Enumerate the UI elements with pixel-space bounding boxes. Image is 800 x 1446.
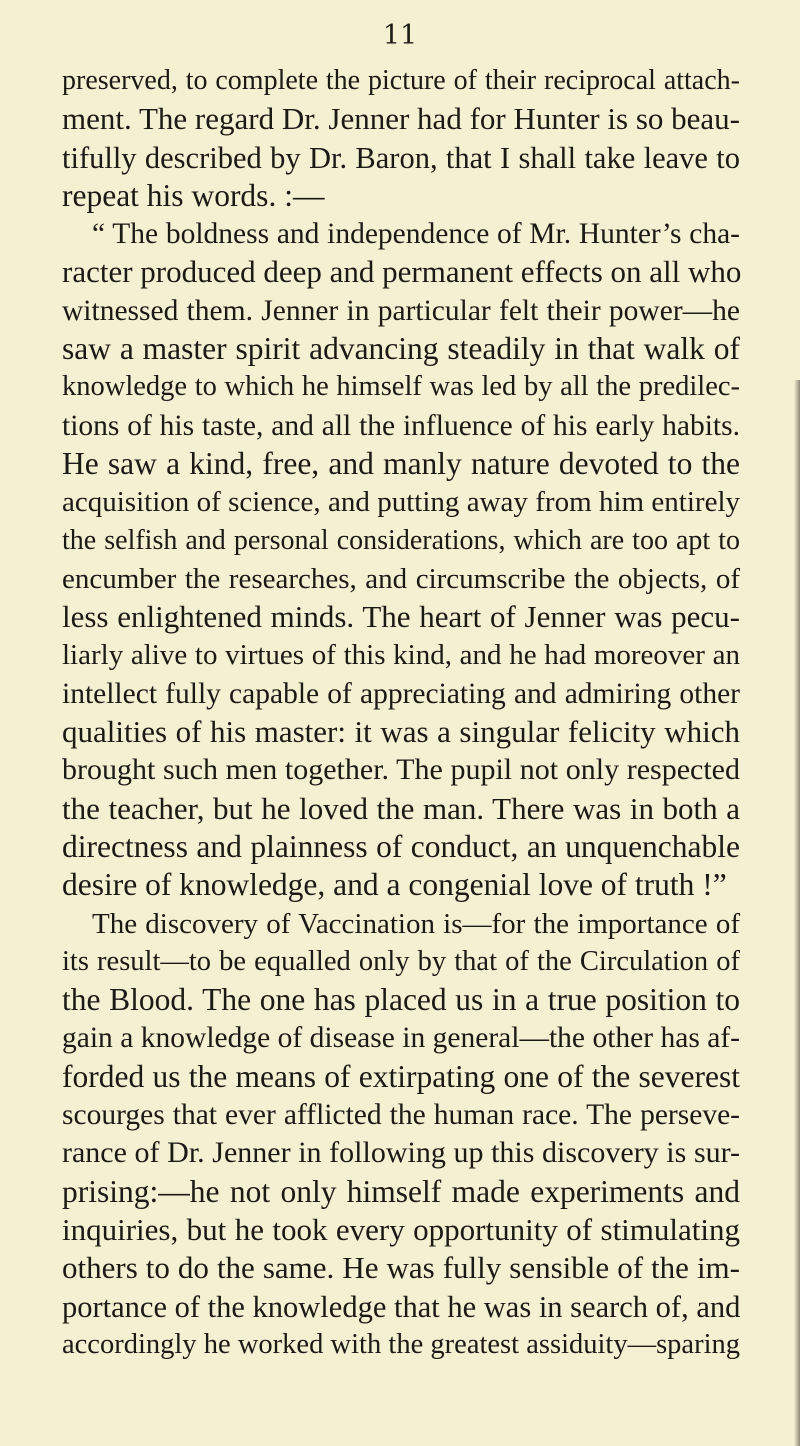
text-line: tifully described by Dr. Baron, that I shall take leave to [62, 140, 740, 175]
text-line: saw a master spirit advancing steadily in that walk of [62, 331, 740, 367]
text-line: accordingly he worked with the greatest assiduity—sparing [62, 1328, 740, 1360]
text-line: rance of Dr. Jenner in following up this discovery is sur- [62, 1136, 740, 1170]
text-line: ment. The regard Dr. Jenner had for Hunter is so beau- [62, 101, 740, 137]
text-line: “ The boldness and independence of Mr. Hunter’s cha- [92, 218, 740, 251]
page-number: 11 [382, 20, 418, 51]
text-line: He saw a kind, free, and manly nature devoted to the [62, 445, 740, 481]
text-line: The discovery of Vaccination is—for the importance of [92, 907, 740, 940]
text-line: witnessed them. Jenner in particular felt their power—he [62, 294, 740, 327]
text-line: gain a knowledge of disease in general—the other has af- [62, 1022, 740, 1055]
text-line: knowledge to which he himself was led by all the predilec- [62, 371, 740, 403]
text-line: racter produced deep and permanent effects on all who [62, 254, 742, 290]
body-text [62, 62, 740, 1364]
text-line: liarly alive to virtues of this kind, and he had moreover an [62, 639, 740, 672]
text-line: others to do the same. He was fully sensible of the im- [62, 1250, 740, 1286]
text-line: forded us the means of extirpating one of the severest [62, 1058, 740, 1094]
text-line: desire of knowledge, and a congenial love of truth !” [62, 867, 727, 903]
text-line: encumber the researches, and circumscribe the objects, of [62, 562, 740, 595]
text-line: preserved, to complete the picture of their reciprocal attach- [62, 65, 740, 96]
text-line: intellect fully capable of appreciating and admiring other [62, 677, 740, 710]
text-line: acquisition of science, and putting away from him entirely [62, 486, 740, 519]
text-line: brought such men together. The pupil not only respected [62, 753, 740, 787]
text-line: portance of the knowledge that he was in search of, and [62, 1289, 741, 1324]
text-line: its result—to be equalled only by that of the Circulation of [62, 945, 740, 977]
text-line: the teacher, but he loved the man. There was in both a [62, 790, 740, 826]
text-line: the Blood. The one has placed us in a true position to [62, 982, 740, 1018]
text-line: inquiries, but he took every opportunity of stimulating [62, 1211, 740, 1247]
text-line: qualities of his master: it was a singular felicity which [62, 714, 740, 750]
text-line: prising:—he not only himself made experiments and [62, 1173, 740, 1209]
text-line: directness and plainness of conduct, an unquenchable [62, 828, 740, 864]
text-line: the selfish and personal considerations, which are too apt to [62, 524, 740, 556]
text-line: scourges that ever afflicted the human race. The perseve- [62, 1099, 740, 1132]
text-line: repeat his words. :— [62, 177, 325, 213]
text-line: less enlightened minds. The heart of Jenner was pecu- [62, 599, 740, 635]
text-line: tions of his taste, and all the influence of his early habits. [62, 409, 740, 442]
page-edge-shadow [794, 380, 800, 1446]
